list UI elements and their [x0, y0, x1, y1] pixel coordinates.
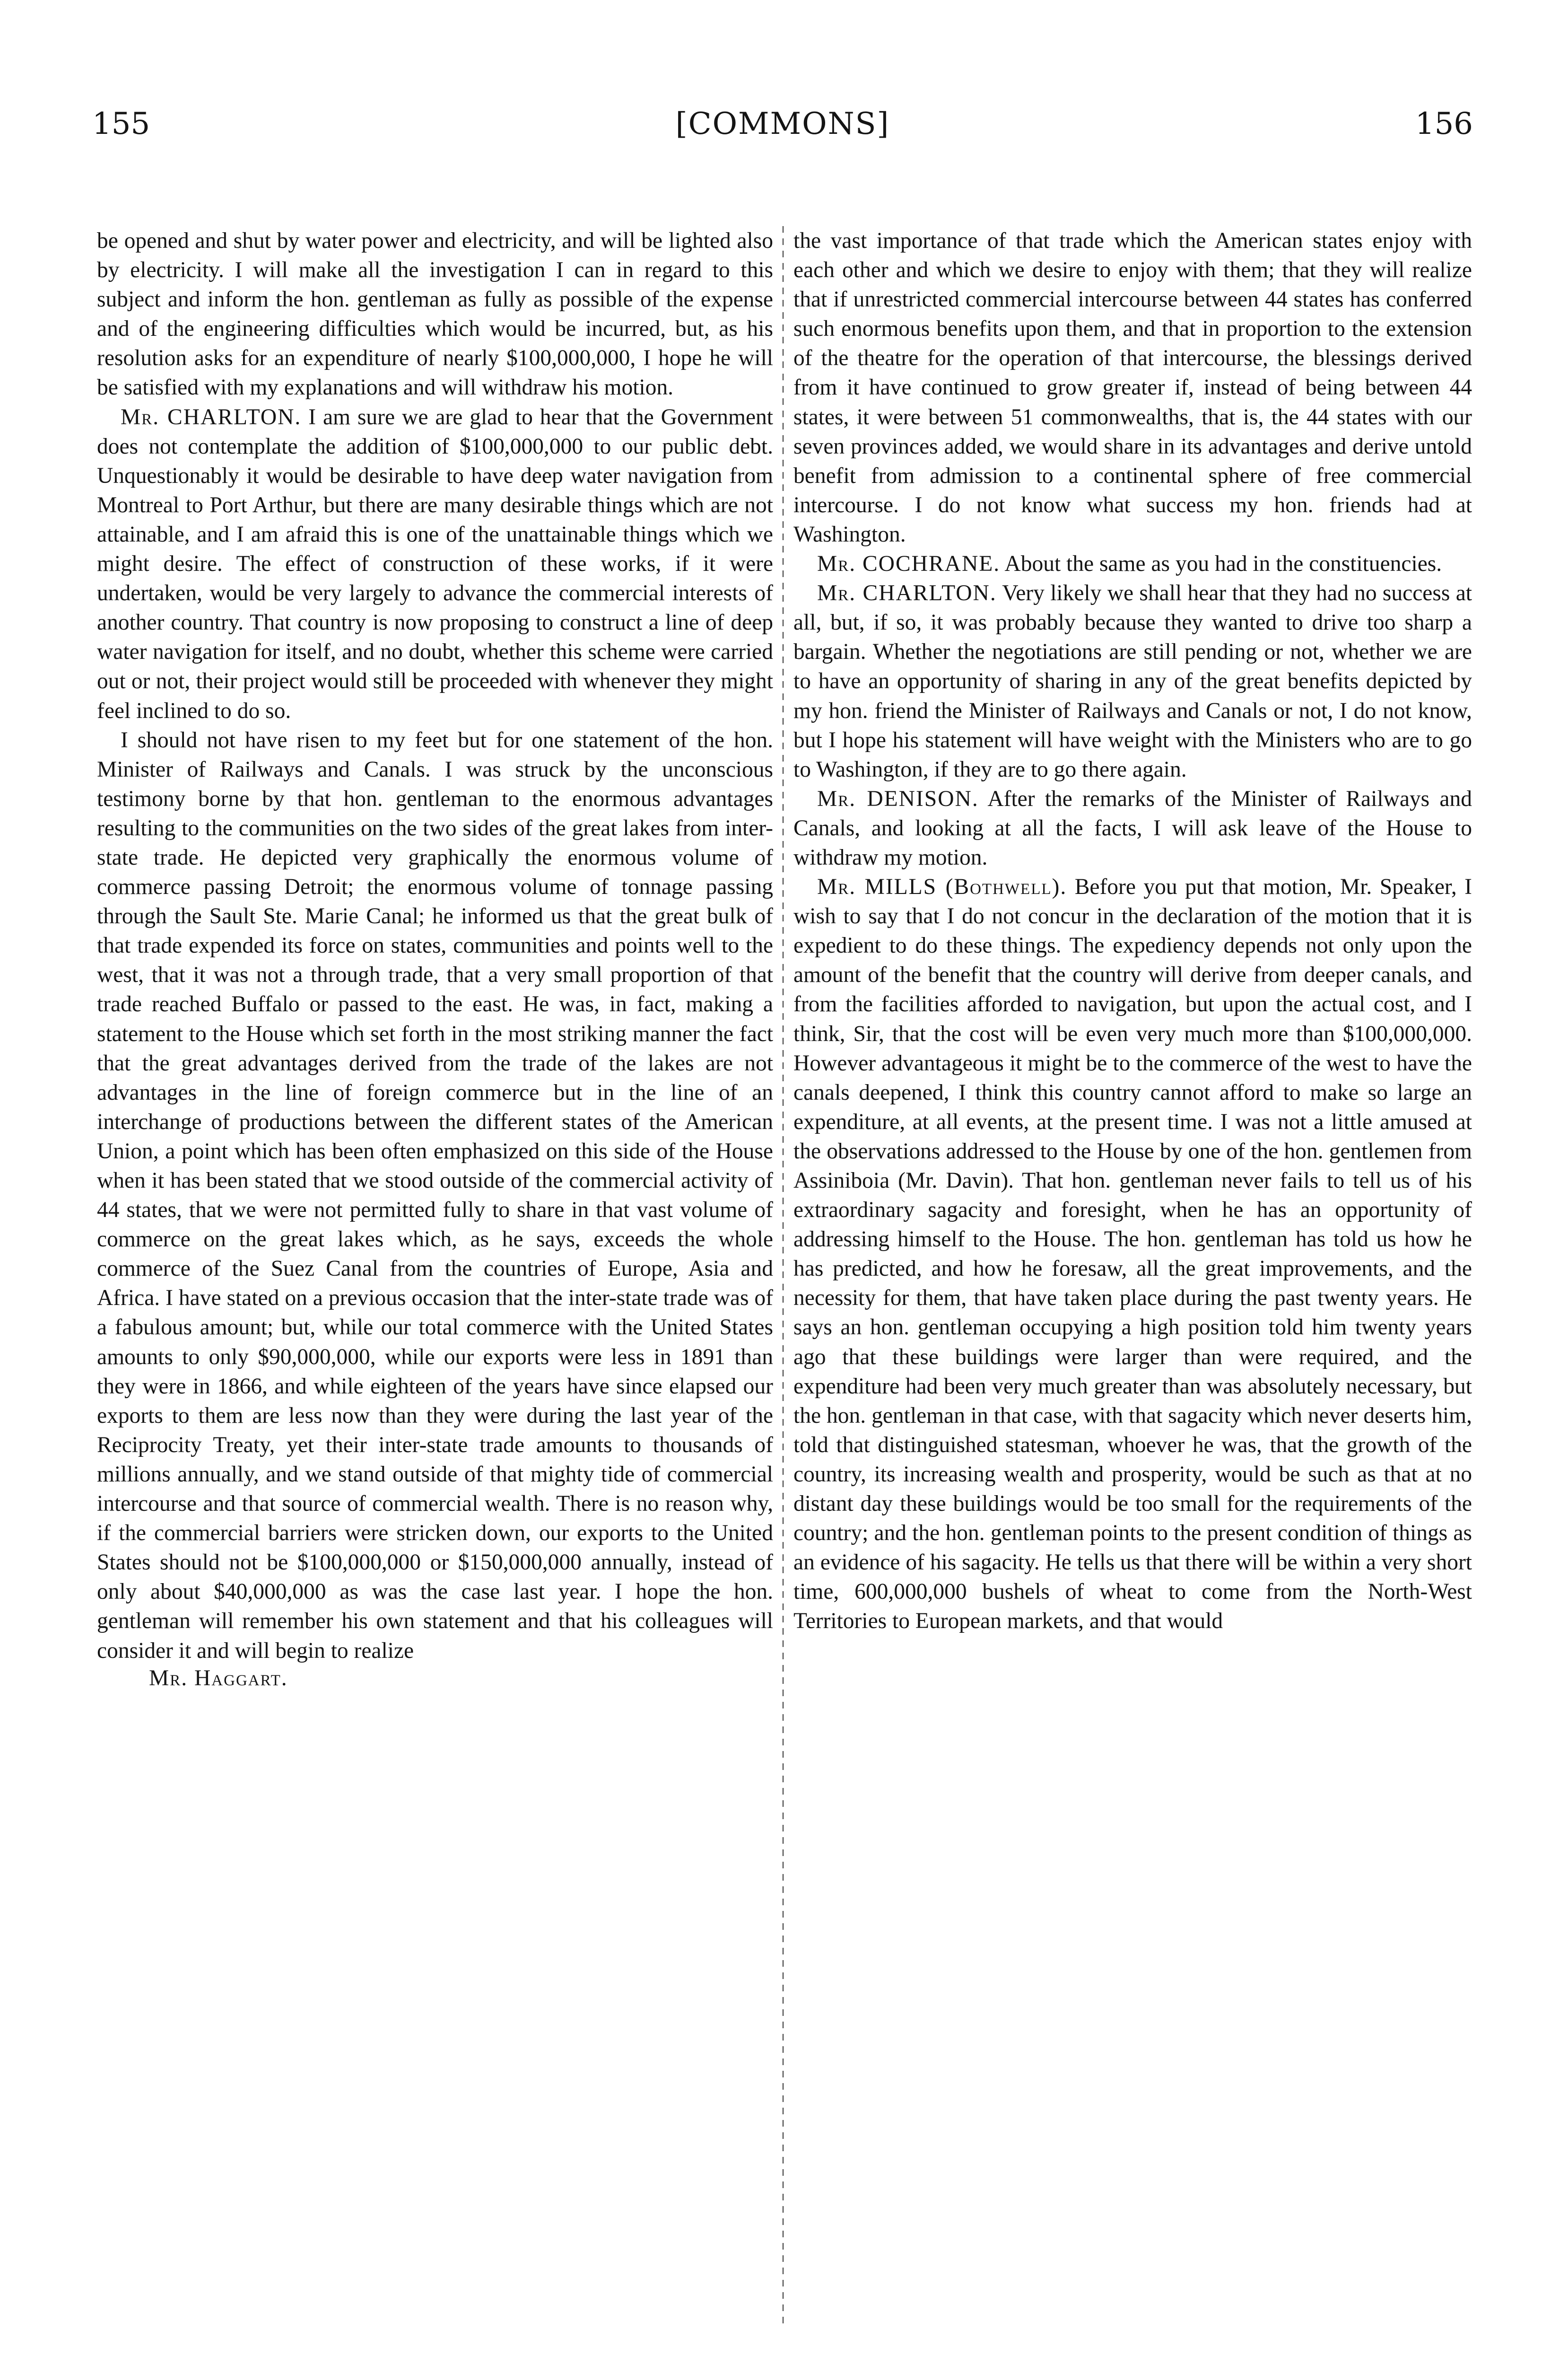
page-number-right: 156	[1415, 106, 1473, 141]
paragraph	[793, 784, 1472, 872]
paragraph	[97, 403, 773, 726]
speaker-name: Mr. MILLS (Bothwell).	[817, 875, 1067, 900]
running-head: [COMMONS]	[675, 106, 890, 141]
speaker-name: Mr. CHARLTON.	[817, 581, 997, 606]
left-column	[97, 226, 773, 2336]
speech-text: Very likely we shall hear that they had no success at all, but, if so, it was probably because they wanted to drive too sharp a bargain. Whether the negotiations are still pending or not, whether we are to have an opportunity of sharing in any of the great benefits depicted by my hon. friend the Minister of Railways and Canals or not, I do not know, but I hope his statement will have weight with the Ministers who are to go to Washington, if they are to go there again.	[793, 581, 1472, 782]
speech-text: Before you put that motion, Mr. Speaker, I wish to say that I do not concur in the declaration of the motion that it is expedient to do these things. The expediency depends not only upon the amount of the benefit that the country will derive from deeper canals, and from the facilities afforded to navigation, but upon the actual cost, and I think, Sir, that the cost will be even very much more than $100,000,000. However advantageous it might be to the commerce of the west to have the canals deepened, I think this country cannot afford to make so large an expenditure, at all events, at the present time. I was not a little amused at the observations addressed to the House by one of the hon. gentlemen from Assiniboia (Mr. Davin). That hon. gentleman never fails to tell us of his extraordinary sagacity and foresight, when he has an opportunity of addressing himself to the House. The hon. gentleman has told us how he has predicted, and how he foresaw, all the great improvements, and the necessity for them, that have taken place during the past twenty years. He says an hon. gentleman occupying a high position told him twenty years ago that these buildings were larger than were required, and the expenditure had been very much greater than was absolutely necessary, but the hon. gentleman in that case, with that sagacity which never deserts him, told that distinguished statesman, whoever he was, that the growth of the country, its increasing wealth and prosperity, would be such as that at no distant day these buildings would be too small for the requirements of the country; and the hon. gentleman points to the present condition of things as an evidence of his sagacity. He tells us that there will be within a very short time, 600,000,000 bushels of wheat to come from the North-West Territories to European markets, and that would	[793, 875, 1472, 1634]
speaker-name: Mr. DENISON.	[817, 786, 979, 811]
paragraph	[793, 549, 1472, 578]
trailing-speaker: Mr. Haggart.	[149, 1665, 288, 1691]
column-divider	[783, 226, 784, 2326]
speech-text: After the remarks of the Minister of Railways and Canals, and looking at all the facts, I will ask leave of the House to withdraw my motion.	[793, 786, 1472, 870]
speech-text: About the same as you had in the constituencies.	[1004, 552, 1442, 577]
paragraph-continued: be opened and shut by water power and electricity, and will be lighted also by electricity. I will make all the investigation I can in regard to this subject and inform the hon. gentleman as fully as possible of the expense and of the engineering difficulties which would be incurred, but, as his resolution asks for an expenditure of nearly $100,000,000, I hope he will be satisfied with my explanations and will withdraw his motion.	[97, 228, 773, 400]
paragraph	[793, 872, 1472, 1636]
speaker-name: Mr. COCHRANE.	[817, 552, 1001, 577]
paragraph: I should not have risen to my feet but for one statement of the hon. Minister of Railways and Canals. I was struck by the unconscious testimony borne by that hon. gentleman to the enormous advantages resulting to the communities on the two sides of the great lakes from inter-state trade. He depicted very graphically the enormous volume of commerce passing Detroit; the enormous volume of tonnage passing through the Sault Ste. Marie Canal; he informed us that the great bulk of that trade expended its force on states, communities and points well to the west, that it was not a through trade, that a very small proportion of that trade reached Buffalo or passed to the east. He was, in fact, making a statement to the House which set forth in the most striking manner the fact that the great advantages derived from the trade of the lakes are not advantages in the line of foreign commerce but in the line of an interchange of productions between the different states of the American Union, a point which has been often emphasized on this side of the House when it has been stated that we stood outside of the commercial activity of 44 states, that we were not permitted fully to share in that vast volume of commerce on the great lakes which, as he says, exceeds the whole commerce of the Suez Canal from the countries of Europe, Asia and Africa. I have stated on a previous occasion that the inter-state trade was of a fabulous amount; but, while our total commerce with the United States amounts to only $90,000,000, while our exports were less in 1891 than they were in 1866, and while eighteen of the years have since elapsed our exports to them are less now than they were during the last year of the Reciprocity Treaty, yet their inter-state trade amounts to thousands of millions annually, and we stand outside of that mighty tide of commercial intercourse and that source of commercial wealth. There is no reason why, if the commercial barriers were stricken down, our exports to the United States should not be $100,000,000 or $150,000,000 annually, instead of only about $40,000,000 as was the case last year. I hope the hon. gentleman will remember his own statement and that his colleagues will consider it and will begin to realize	[97, 727, 773, 1663]
speech-text: I am sure we are glad to hear that the Government does not contemplate the addition of $100,000,000 to our public debt. Unquestionably it would be desirable to have deep water navigation from Montreal to Port Arthur, but there are many desirable things which are not attainable, and I am afraid this is one of the unattainable things which we might desire. The effect of construction of these works, if it were undertaken, would be very largely to advance the commercial interests of another country. That country is now proposing to construct a line of deep water navigation for itself, and no doubt, whether this scheme were carried out or not, their project would still be proceeded with whenever they might feel inclined to do so.	[97, 404, 774, 723]
paragraph	[793, 578, 1472, 784]
speaker-name: Mr. CHARLTON.	[121, 404, 302, 429]
right-column	[793, 226, 1472, 2336]
page-header	[92, 106, 1473, 163]
page-number-left: 155	[92, 106, 150, 141]
paragraph-continued: the vast importance of that trade which the American states enjoy with each other and which we desire to enjoy with them; that they will realize that if unrestricted commercial intercourse between 44 states has conferred such enormous benefits upon them, and that in proportion to the extension of the theatre for the operation of that intercourse, the blessings derived from it have continued to grow greater if, instead of being between 44 states, it were between 51 commonwealths, that is, the 44 states with our seven provinces added, we would share in its advantages and derive untold benefit from admission to a continental sphere of free commercial intercourse. I do not know what success my hon. friends had at Washington.	[793, 228, 1472, 547]
